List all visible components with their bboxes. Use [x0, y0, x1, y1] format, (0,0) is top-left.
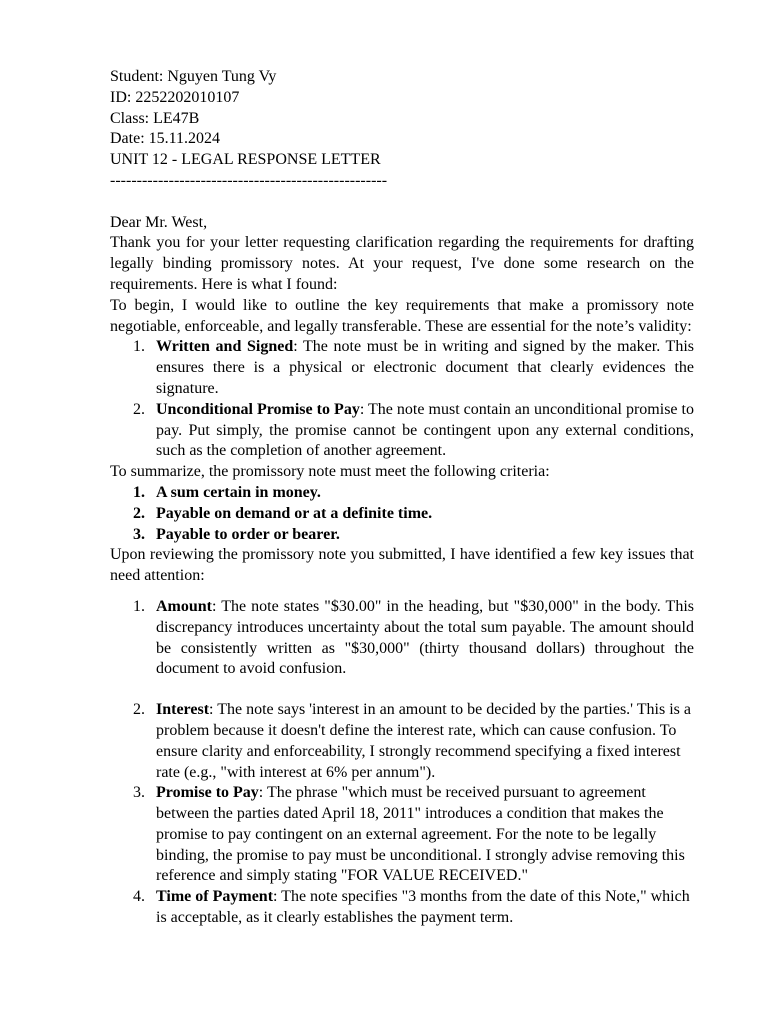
- list-number: 2.: [133, 400, 145, 418]
- requirement-text: : The note must contain an unconditional promise to pay. Put simply, the promise cannot be contingent upon any external conditions, such as the completion of another agreement.: [156, 400, 695, 460]
- intro-paragraph: Thank you for your letter requesting clarification regarding the requirements for drafting legally binding promissory notes. At your request, I've done some research on the requirements. Here is what I found:: [110, 234, 694, 293]
- list-item: [110, 504, 694, 525]
- issue-text: : The note specifies "3 months from the date of this Note," which is acceptable, as it clearly establishes the payment term.: [156, 888, 690, 927]
- salutation: Dear Mr. West,: [110, 213, 208, 231]
- class-label: Class: LE47B: [110, 109, 200, 127]
- criteria-text: Payable on demand or at a definite time.: [156, 504, 433, 522]
- list-item: [110, 700, 694, 783]
- issue-title: Amount: [156, 597, 213, 615]
- issue-text: : The phrase "which must be received pursuant to agreement between the parties dated April 18, 2011" introduces a condition that makes the promise to pay contingent on an external agreement. For the note to be legally binding, the promise to pay must be unconditional. I strongly advise removing this reference and simply stating "FOR VALUE RECEIVED.": [156, 784, 685, 885]
- issue-text: : The note says 'interest in an amount to be decided by the parties.' This is a problem because it doesn't define the interest rate, which can cause confusion. To ensure clarity and enforceability, I strongly recommend specifying a fixed interest rate (e.g., "with interest at 6% per annum").: [156, 701, 691, 781]
- requirement-title: Unconditional Promise to Pay: [156, 400, 360, 418]
- issue-title: Promise to Pay: [156, 784, 259, 802]
- list-number: 2.: [133, 504, 145, 522]
- list-item: [110, 597, 694, 680]
- list-number: 1.: [133, 483, 145, 501]
- unit-title: UNIT 12 - LEGAL RESPONSE LETTER: [110, 151, 381, 169]
- list-number: 2.: [133, 701, 145, 719]
- list-item: [110, 483, 694, 504]
- list-item: [110, 887, 694, 929]
- outline-paragraph: To begin, I would like to outline the key requirements that make a promissory note negotiable, enforceable, and legally transferable. These are essential for the note’s validity:: [110, 296, 694, 335]
- student-id: ID: 2252202010107: [110, 88, 240, 106]
- list-item: [110, 525, 694, 546]
- separator-line: ----------------------------------------------------: [110, 171, 388, 189]
- date-label: Date: 15.11.2024: [110, 130, 221, 148]
- blank-line: [110, 192, 694, 213]
- list-number: 4.: [133, 888, 145, 906]
- issues-list: [110, 597, 694, 929]
- criteria-text: Payable to order or bearer.: [156, 525, 340, 543]
- issue-text: : The note states "$30.00" in the heading, but "$30,000" in the body. This discrepancy introduces uncertainty about the total sum payable. The amount should be consistently written as "$30,000" (thirty thousand dollars) throughout the document to avoid confusion.: [156, 597, 694, 678]
- requirement-title: Written and Signed: [156, 338, 294, 356]
- summary-intro: To summarize, the promissory note must meet the following criteria:: [110, 463, 550, 481]
- list-item: [110, 337, 694, 399]
- list-number: 3.: [133, 784, 145, 802]
- review-intro: Upon reviewing the promissory note you submitted, I have identified a few key issues that need attention:: [110, 546, 694, 585]
- requirements-list: [110, 337, 694, 462]
- list-number: 1.: [133, 338, 145, 356]
- issue-title: Time of Payment: [156, 888, 274, 906]
- list-number: 1.: [133, 597, 145, 615]
- criteria-text: A sum certain in money.: [156, 483, 321, 501]
- list-item: [110, 400, 694, 462]
- issue-title: Interest: [156, 701, 210, 719]
- list-item: [110, 783, 694, 887]
- header-block: [110, 67, 694, 192]
- criteria-list: [110, 483, 694, 545]
- requirement-text: : The note must be in writing and signed by the maker. This ensures there is a physical or electronic document that clearly evidences the signature.: [156, 338, 695, 397]
- list-number: 3.: [133, 525, 145, 543]
- document-page: [110, 67, 694, 929]
- student-name: Student: Nguyen Tung Vy: [110, 68, 277, 85]
